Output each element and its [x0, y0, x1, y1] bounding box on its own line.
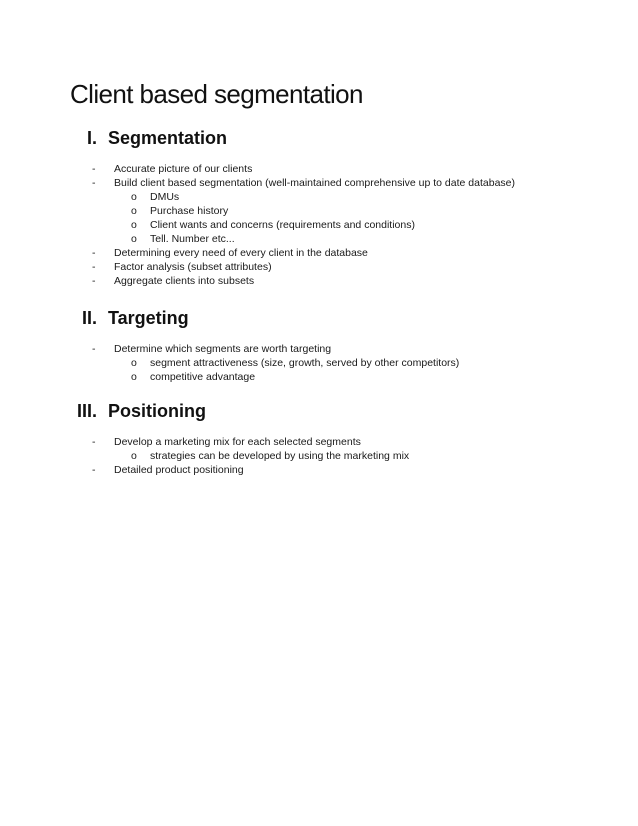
list-item-text: strategies can be developed by using the marketing mix — [150, 450, 410, 462]
circle-bullet: o — [131, 357, 137, 369]
section-heading — [0, 126, 638, 152]
section-title: Positioning — [108, 401, 206, 421]
section-numeral: II. — [81, 308, 97, 328]
circle-bullet: o — [131, 450, 137, 462]
dash-bullet: - — [92, 436, 96, 448]
dash-bullet: - — [92, 275, 96, 287]
section-items — [0, 435, 638, 477]
dash-bullet: - — [92, 163, 96, 175]
circle-bullet: o — [131, 205, 137, 217]
list-item-text: Aggregate clients into subsets — [114, 275, 255, 287]
dash-bullet: - — [92, 247, 96, 259]
section-heading — [0, 399, 638, 425]
sub-list-item — [0, 356, 638, 370]
list-item — [0, 274, 638, 288]
sub-list-item — [0, 204, 638, 218]
sub-list-item — [0, 232, 638, 246]
dash-bullet: - — [92, 261, 96, 273]
section-heading — [0, 306, 638, 332]
list-item — [0, 435, 638, 449]
list-item-text: Determine which segments are worth targeting — [114, 343, 332, 355]
list-item-text: Purchase history — [150, 205, 229, 217]
sub-list-item — [0, 370, 638, 384]
list-item-text: Build client based segmentation (well-maintained comprehensive up to date database) — [114, 177, 515, 189]
list-item-text: competitive advantage — [150, 371, 256, 383]
section-positioning — [0, 399, 638, 477]
section-segmentation — [0, 126, 638, 288]
list-item-text: Develop a marketing mix for each selected segments — [114, 436, 361, 448]
section-items — [0, 342, 638, 384]
section-title: Targeting — [108, 308, 189, 328]
circle-bullet: o — [131, 219, 137, 231]
sub-list-item — [0, 449, 638, 463]
list-item-text: DMUs — [150, 191, 180, 203]
list-item — [0, 162, 638, 176]
sub-list-item — [0, 218, 638, 232]
circle-bullet: o — [131, 191, 137, 203]
list-item-text: segment attractiveness (size, growth, served by other competitors) — [150, 357, 460, 369]
list-item-text: Factor analysis (subset attributes) — [114, 261, 272, 273]
list-item — [0, 342, 638, 356]
circle-bullet: o — [131, 371, 137, 383]
list-item-text: Detailed product positioning — [114, 464, 244, 476]
dash-bullet: - — [92, 177, 96, 189]
dash-bullet: - — [92, 464, 96, 476]
section-numeral: I. — [86, 128, 97, 148]
circle-bullet: o — [131, 233, 137, 245]
list-item-text: Determining every need of every client in the database — [114, 247, 368, 259]
list-item — [0, 463, 638, 477]
list-item — [0, 260, 638, 274]
list-item — [0, 176, 638, 190]
document-title: Client based segmentation — [70, 79, 363, 109]
sub-list-item — [0, 190, 638, 204]
list-item-text: Client wants and concerns (requirements and conditions) — [150, 219, 415, 231]
section-targeting — [0, 306, 638, 384]
list-item-text: Accurate picture of our clients — [114, 163, 253, 175]
section-items — [0, 162, 638, 288]
list-item-text: Tell. Number etc... — [150, 233, 235, 245]
list-item — [0, 246, 638, 260]
section-numeral: III. — [76, 401, 97, 421]
dash-bullet: - — [92, 343, 96, 355]
section-title: Segmentation — [108, 128, 228, 148]
